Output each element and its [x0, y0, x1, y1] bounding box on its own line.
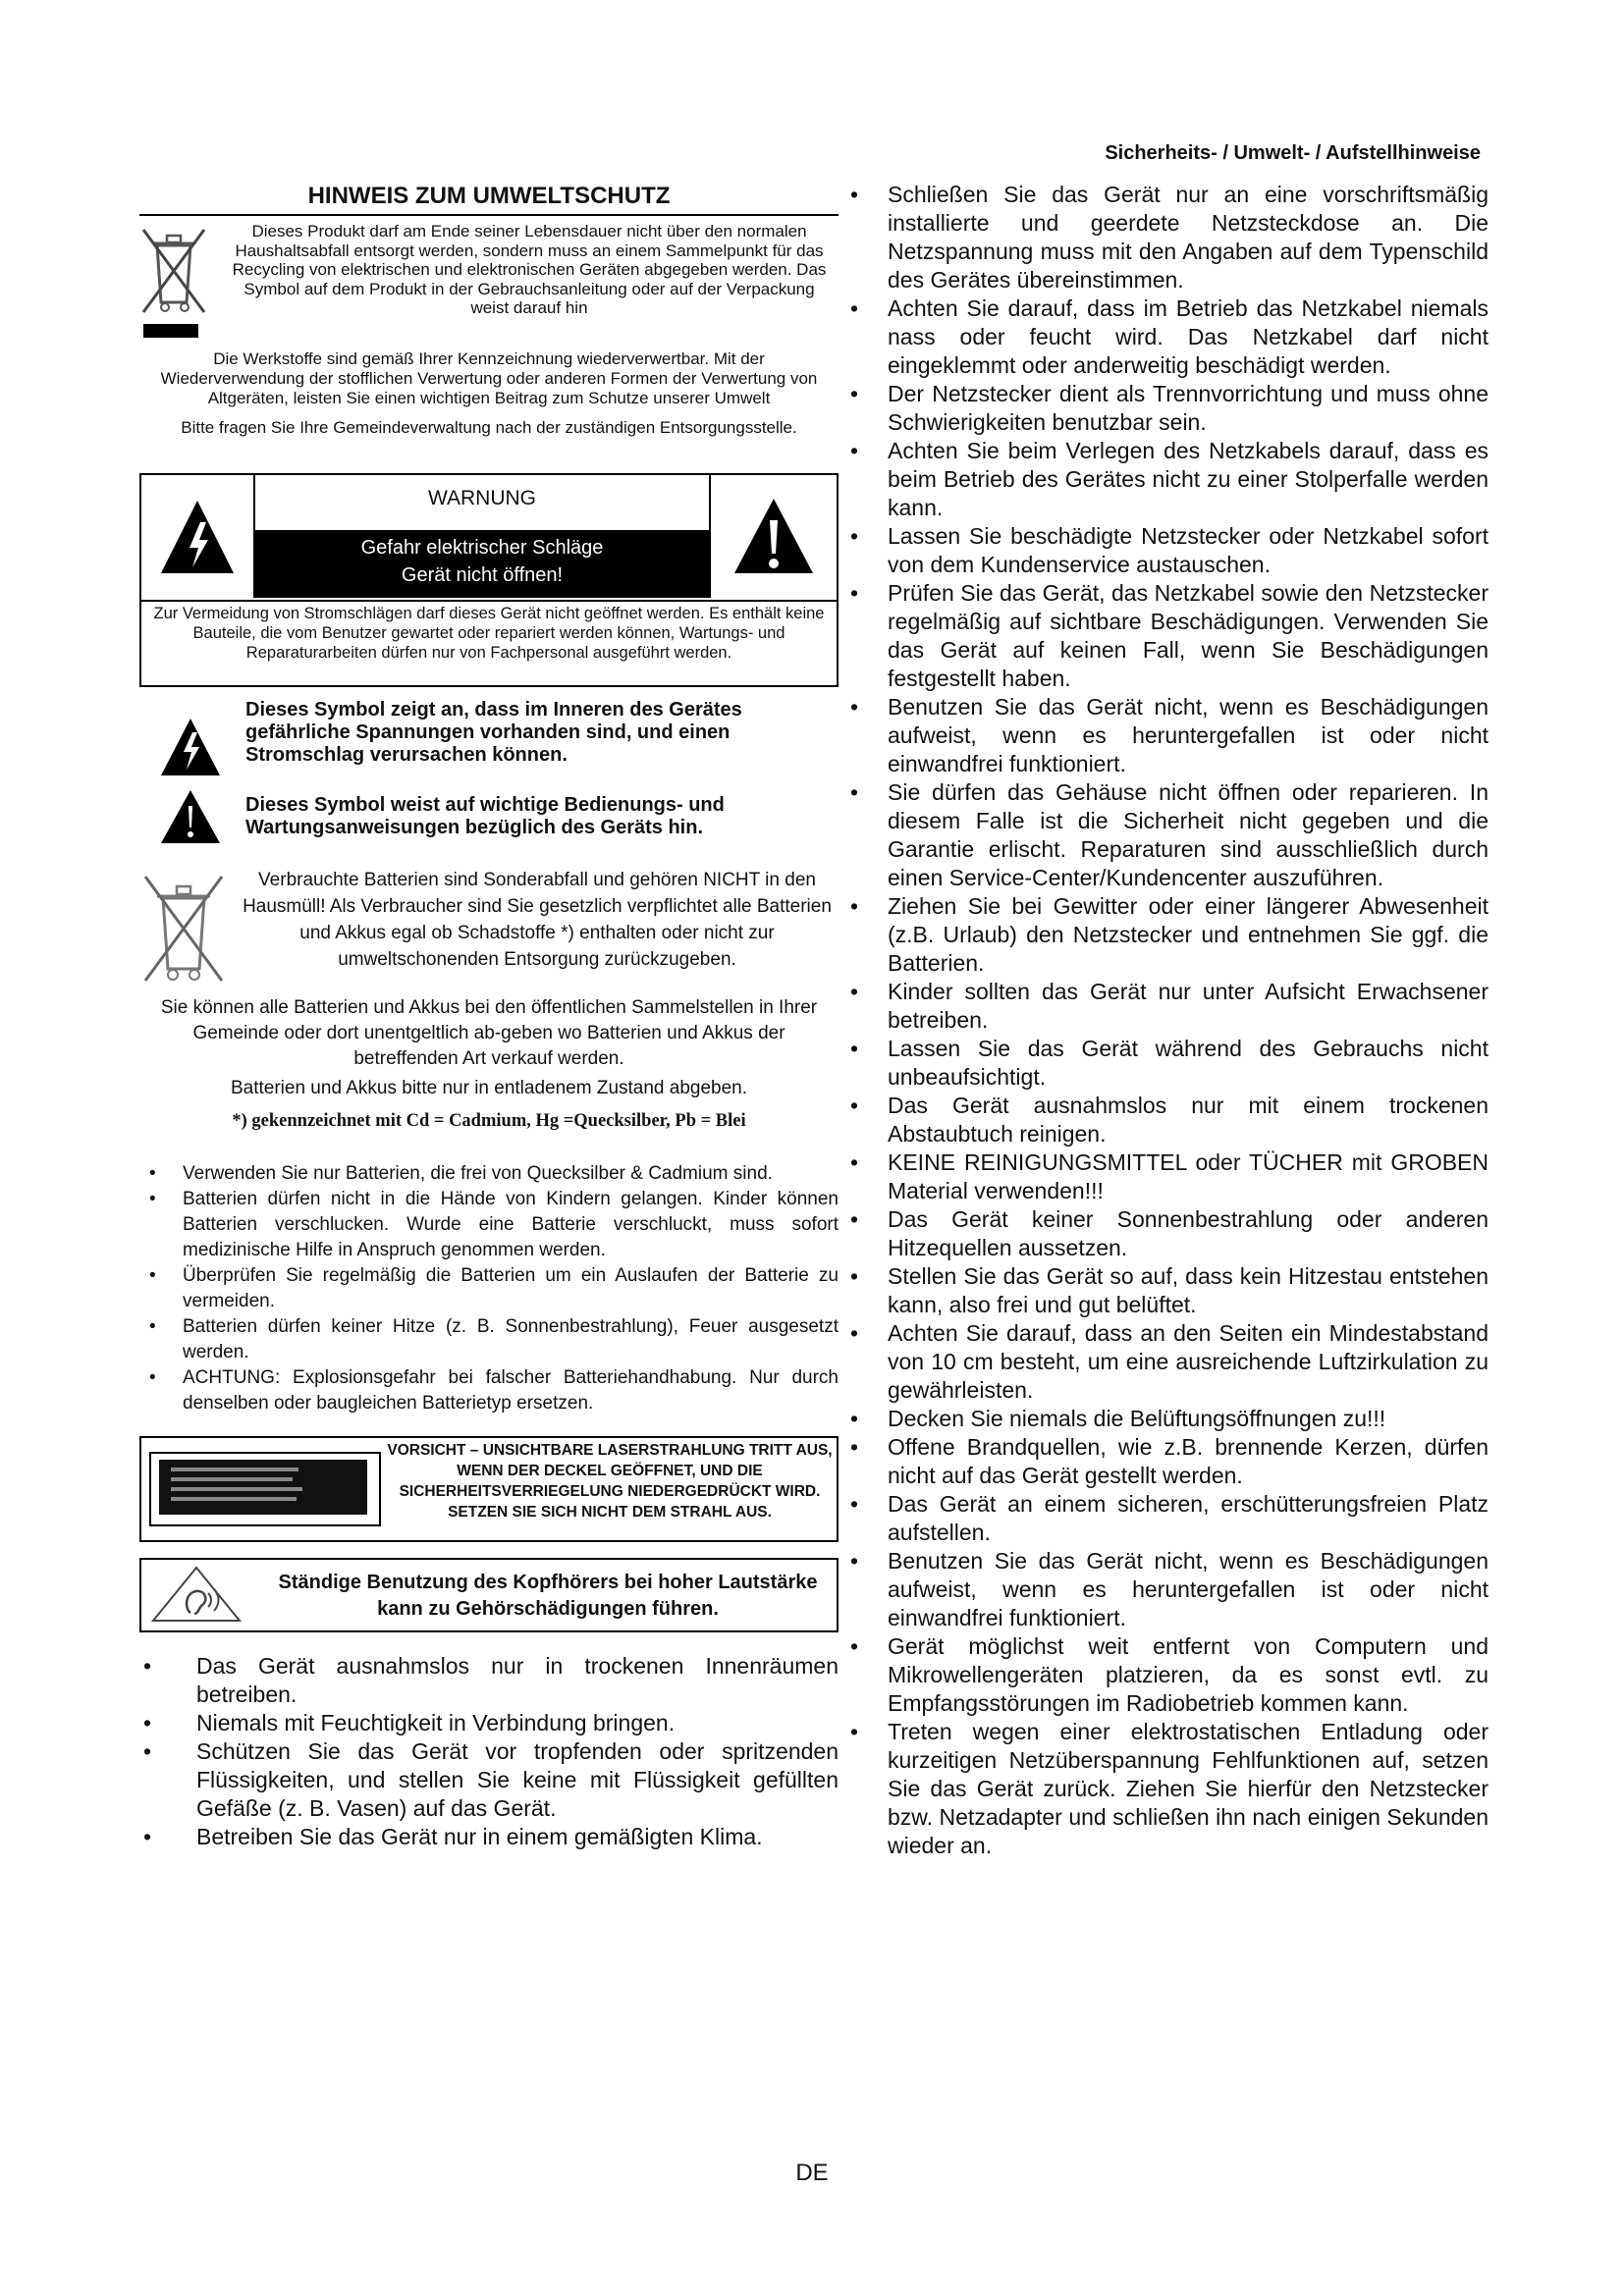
battery-discharged-text: Batterien und Akkus bitte nur in entladenem Zustand abgeben. [230, 1078, 748, 1098]
warning-description: Zur Vermeidung von Stromschlägen darf dieses Gerät nicht geöffnet werden. Es enthält keine Bauteile, die vom Benutzer gewartet oder repariert werden können, Wartungs- und Reparaturarbeiten dürfen nur von Fachpersonal ausgeführt werden. [141, 600, 837, 663]
list-item: • KEINE REINIGUNGSMITTEL oder TÜCHER mit GROBEN Material verwenden!!! [846, 1148, 1489, 1205]
voltage-warning-icon [159, 717, 222, 777]
list-item: • Das Gerät keiner Sonnenbestrahlung oder anderen Hitzequellen aussetzen. [846, 1205, 1489, 1262]
list-item: • Das Gerät an einem sicheren, erschütterungsfreien Platz aufstellen. [846, 1490, 1489, 1547]
list-item: • Batterien dürfen nicht in die Hände von Kindern gelangen. Kinder können Batterien verschlucken. Wurde eine Batterie verschluckt, muss sofort medizinische Hilfe in Anspruch genommen werden. [139, 1187, 839, 1263]
list-item: • Treten wegen einer elektrostatischen Entladung oder kurzeitigen Netzüberspannung Fehlfunktionen auf, setzen Sie das Gerät zurück. Ziehen Sie hierfür den Netzstecker bzw. Netzadapter und schließen ihn nach einigen Sekunden wieder an. [846, 1718, 1489, 1860]
voltage-symbol-text: Dieses Symbol zeigt an, dass im Inneren des Gerätes gefährliche Spannungen vorhanden sind, und einen Stromschlag verursachen können. [245, 699, 742, 766]
hearing-warning-text: Ständige Benutzung des Kopfhörers bei hoher Lautstärke kann zu Gehörschädigungen führen. [278, 1572, 818, 1620]
list-item: • Benutzen Sie das Gerät nicht, wenn es Beschädigungen aufweist, wenn es heruntergefallen ist oder nicht einwandfrei funktioniert. [846, 1547, 1489, 1632]
battery-bin-icon [139, 867, 228, 985]
env-notice-title: HINWEIS ZUM UMWELTSCHUTZ [139, 181, 839, 216]
battery-collection-text: Sie können alle Batterien und Akkus bei den öffentlichen Sammelstellen in Ihrer Gemeinde oder dort unentgeltlich ab-geben wo Batterien und Akkus der betreffenden Art verkauf werden. [160, 997, 818, 1069]
attention-symbol-text: Dieses Symbol weist auf wichtige Bedienungs- und Wartungsanweisungen bezüglich des Geräts hin. [245, 794, 725, 838]
env-notice-ask: Bitte fragen Sie Ihre Gemeindeverwaltung nach der zuständigen Entsorgungsstelle. [181, 418, 797, 437]
attention-warning-icon [159, 788, 222, 845]
battery-chemical-note: *) gekennzeichnet mit Cd = Cadmium, Hg =Quecksilber, Pb = Blei [232, 1111, 746, 1131]
laser-class-label-icon [149, 1452, 381, 1526]
attention-symbol-row [139, 794, 839, 839]
exclamation-warning-icon [711, 475, 837, 598]
list-item: • Überprüfen Sie regelmäßig die Batterien um ein Auslaufen der Batterie zu vermeiden. [139, 1263, 839, 1314]
list-item: • Niemals mit Feuchtigkeit in Verbindung bringen. [139, 1709, 839, 1737]
list-item: • Das Gerät ausnahmslos nur mit einem trockenen Abstaubtuch reinigen. [846, 1092, 1489, 1148]
battery-disposal-text: Verbrauchte Batterien sind Sonderabfall und gehören NICHT in den Hausmüll! Als Verbraucher sind Sie gesetzlich verpflichtet alle Batterien und Akkus egal ob Schadstoffe *) enthalten oder nicht zur umweltschonenden Entsorgung zurückzugeben. [243, 870, 832, 970]
hearing-warning-box [139, 1558, 839, 1632]
crossed-bin-icon [139, 222, 208, 316]
page-header: Sicherheits- / Umwelt- / Aufstellhinweise [1105, 142, 1481, 164]
list-item: • Achten Sie darauf, dass an den Seiten ein Mindestabstand von 10 cm besteht, um eine ausreichende Luftzirkulation zu gewährleisten. [846, 1319, 1489, 1405]
list-item: • Sie dürfen das Gehäuse nicht öffnen oder reparieren. In diesem Falle ist die Sicherheit nicht gegeben und die Garantie erlischt. Reparaturen sind ausschließlich durch einen Service-Center/Kundencenter auszuführen. [846, 778, 1489, 892]
left-column [139, 181, 839, 1851]
usage-list [139, 1652, 839, 1851]
list-item: • Achten Sie beim Verlegen des Netzkabels darauf, dass es beim Betrieb des Gerätes nicht zu einer Stolperfalle werden kann. [846, 437, 1489, 522]
env-notice-materials: Die Werkstoffe sind gemäß Ihrer Kennzeichnung wiederverwertbar. Mit der Wiederverwendung der stofflichen Verwertung oder anderen Formen der Verwertung von Altgeräten, leisten Sie einen wichtigen Beitrag zum Schutze unserer Umwelt [160, 349, 818, 407]
list-item: • Verwenden Sie nur Batterien, die frei von Quecksilber & Cadmium sind. [139, 1161, 839, 1187]
list-item: • Stellen Sie das Gerät so auf, dass kein Hitzestau entstehen kann, also frei und gut belüftet. [846, 1262, 1489, 1319]
list-item: • Ziehen Sie bei Gewitter oder einer längerer Abwesenheit (z.B. Urlaub) den Netzstecker und entnehmen Sie ggf. die Batterien. [846, 892, 1489, 978]
list-item: • Der Netzstecker dient als Trennvorrichtung und muss ohne Schwierigkeiten benutzbar sein. [846, 380, 1489, 437]
warning-title: WARNUNG [427, 487, 537, 509]
list-item: • Gerät möglichst weit entfernt von Computern und Mikrowellengeräten platzieren, da es sonst evtl. zu Empfangsstörungen im Radiobetrieb kommen kann. [846, 1632, 1489, 1718]
list-item: • Betreiben Sie das Gerät nur in einem gemäßigten Klima. [139, 1823, 839, 1851]
env-notice [139, 181, 839, 438]
list-item: • Lassen Sie beschädigte Netzstecker oder Netzkabel sofort von dem Kundenservice austauschen. [846, 522, 1489, 579]
list-item: • Prüfen Sie das Gerät, das Netzkabel sowie den Netzstecker regelmäßig auf sichtbare Beschädigungen. Verwenden Sie das Gerät auf keinen Fall, wenn Sie Beschädigungen festgestellt haben. [846, 579, 1489, 693]
warning-box [139, 473, 839, 687]
battery-safety-list [139, 1161, 839, 1416]
voltage-symbol-row [139, 699, 839, 767]
hearing-damage-icon [147, 1564, 245, 1625]
env-notice-text: Dieses Produkt darf am Ende seiner Lebensdauer nicht über den normalen Haushaltsabfall entsorgt werden, sondern muss an einem Sammelpunkt für das Recycling von elektrischen und elektronischen Geräten abgegeben werden. Das Symbol auf dem Produkt in der Gebrauchsanleitung oder auf der Verpackung weist darauf hin [232, 222, 827, 317]
warning-danger-line1: Gefahr elektrischer Schläge [360, 537, 604, 559]
electric-shock-warning-icon [141, 475, 253, 598]
laser-warning-text: VORSICHT – UNSICHTBARE LASERSTRAHLUNG TRITT AUS, WENN DER DECKEL GEÖFFNET, UND DIE SICHERHEITSVERRIEGELUNG NIEDERGEDRÜCKT WIRD. SETZEN SIE SICH NICHT DEM STRAHL AUS. [387, 1442, 833, 1521]
list-item: • Decken Sie niemals die Belüftungsöffnungen zu!!! [846, 1405, 1489, 1433]
right-column [846, 181, 1489, 1860]
list-item: • Benutzen Sie das Gerät nicht, wenn es Beschädigungen aufweist, wenn es heruntergefallen ist oder nicht einwandfrei funktioniert. [846, 693, 1489, 778]
laser-warning-box [139, 1436, 839, 1542]
list-item: • ACHTUNG: Explosionsgefahr bei falscher Batteriehandhabung. Nur durch denselben oder baugleichen Batterietyp ersetzen. [139, 1365, 839, 1416]
list-item: • Das Gerät ausnahmslos nur in trockenen Innenräumen betreiben. [139, 1652, 839, 1709]
page-footer: DE [795, 2160, 829, 2186]
safety-list [846, 181, 1489, 1860]
list-item: • Batterien dürfen keiner Hitze (z. B. Sonnenbestrahlung), Feuer ausgesetzt werden. [139, 1314, 839, 1365]
list-item: • Kinder sollten das Gerät nur unter Aufsicht Erwachsener betreiben. [846, 978, 1489, 1035]
list-item: • Offene Brandquellen, wie z.B. brennende Kerzen, dürfen nicht auf das Gerät gestellt werden. [846, 1433, 1489, 1490]
list-item: • Lassen Sie das Gerät während des Gebrauchs nicht unbeaufsichtigt. [846, 1035, 1489, 1092]
list-item: • Schließen Sie das Gerät nur an eine vorschriftsmäßig installierte und geerdete Netzsteckdose an. Die Netzspannung muss mit den Angaben auf dem Typenschild des Gerätes übereinstimmen. [846, 181, 1489, 294]
warning-danger-panel [255, 530, 709, 598]
weee-bar [143, 324, 198, 338]
warning-danger-line2: Gerät nicht öffnen! [401, 564, 564, 586]
list-item: • Achten Sie darauf, dass im Betrieb das Netzkabel niemals nass oder feucht wird. Das Netzkabel darf nicht eingeklemmt oder anderweitig beschädigt werden. [846, 294, 1489, 380]
list-item: • Schützen Sie das Gerät vor tropfenden oder spritzenden Flüssigkeiten, und stellen Sie keine mit Flüssigkeit gefüllten Gefäße (z. B. Vasen) auf das Gerät. [139, 1737, 839, 1823]
battery-disposal [139, 867, 839, 999]
